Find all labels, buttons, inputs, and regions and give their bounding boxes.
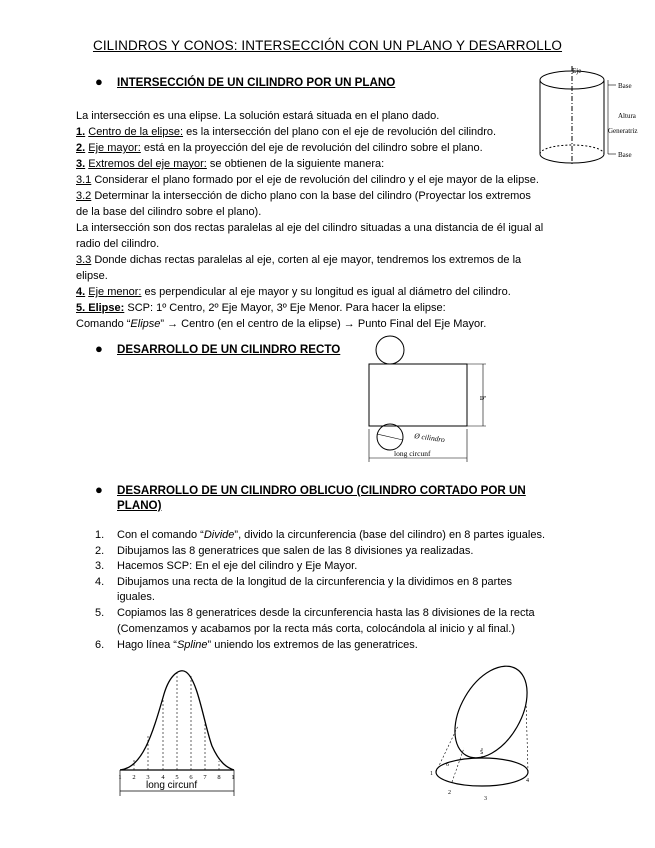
step-number: 4. [95,576,105,588]
tick-label: 1 [231,774,235,781]
bullet: ● [95,74,103,89]
bullet: ● [95,482,103,497]
item-ellipse: 5. Elipse: SCP: 1º Centro, 2º Eje Mayor, 3º Eje Menor. Para hacer la elipse: [76,302,446,314]
sub-item-3-1: 3.1 Considerar el plano formado por el eje de revolución del cilindro y el eje mayor de la elipse. [76,174,539,186]
point-label: 5 [480,750,483,756]
top-base-circle [376,336,404,364]
point-label: 3 [484,796,487,802]
label-axis: Eje [572,67,582,75]
tick-label: 8 [217,774,221,781]
tick-label: 4 [161,774,165,781]
section-heading-oblique-cylinder-cont: PLANO) [117,499,162,512]
label-base-top: Base [618,82,632,90]
sub-item-3-2-cont: de la base del cilindro sobre el plano). [76,206,262,218]
sub-item-3-3: 3.3 Donde dichas rectas paralelas al eje, corten al eje mayor, tendremos los extremos de la [76,254,522,266]
label-diameter: Ø cilindro [413,431,446,445]
section-heading-straight-cylinder: DESARROLLO DE UN CILINDRO RECTO [117,343,341,356]
step-4: Dibujamos una recta de la longitud de la circunferencia y la dividimos en 8 partes [117,576,512,588]
sub-item-3-3-cont: elipse. [76,270,108,282]
step-6: Hago línea “Spline” uniendo los extremos de las generatrices. [117,639,418,651]
paragraph-lines-cont: radio del cilindro. [76,238,160,250]
tick-label: 5 [175,774,179,781]
point-label: 2 [448,790,451,796]
tick-label: 1 [118,774,122,781]
point-label: 1 [430,771,433,777]
step-number: 1. [95,529,105,541]
label-generatrix: Generatriz [608,127,638,135]
lateral-rectangle [369,364,467,426]
point-label: 4 [526,778,529,784]
step-number: 5. [95,607,105,619]
bullet: ● [95,341,103,356]
right-cylinder-development [340,332,500,464]
step-5: Copiamos las 8 generatrices desde la circunferencia hasta las 8 divisiones de la recta [117,607,535,619]
page-title: CILINDROS Y CONOS: INTERSECCIÓN CON UN PLANO Y DESARROLLO [92,38,563,53]
sub-item-3-2: 3.2 Determinar la intersección de dicho plano con la base del cilindro (Proyectar los extremos [76,190,531,202]
section-heading-intersection: INTERSECCIÓN DE UN CILINDRO POR UN PLANO [117,76,396,89]
intro-text: La intersección es una elipse. La solución estará situada en el plano dado. [76,110,440,122]
step-number: 6. [95,639,105,651]
item-center: 1. Centro de la elipse: es la intersección del plano con el eje de revolución del cilindro. [76,126,497,138]
cut-ellipse [440,664,536,770]
point-label: 6 [446,762,449,768]
tick-label: 7 [203,774,207,781]
step-1: Con el comando “Divide”, divido la circunferencia (base del cilindro) en 8 partes iguales. [117,529,546,541]
tick-label: 6 [189,774,193,781]
section-heading-oblique-cylinder: DESARROLLO DE UN CILINDRO OBLICUO (CILINDRO CORTADO POR UN [117,484,526,497]
step-number: 2. [95,545,105,557]
item-axis-ends: 3. Extremos del eje mayor: se obtienen de la siguiente manera: [76,158,385,170]
cylinder-figure [528,62,655,172]
base-ellipse [436,758,528,786]
step-2: Dibujamos las 8 generatrices que salen de las 8 divisiones ya realizadas. [117,545,474,557]
command-line: Comando “Elipse” → Centro (en el centro de la elipse) → Punto Final del Eje Mayor. [76,318,487,330]
tick-label: 2 [132,774,136,781]
step-number: 3. [95,560,105,572]
label-height: h [478,396,487,400]
oblique-development-figure [112,664,247,802]
label-circumference-length: long circunf [146,780,198,791]
cut-cylinder-figure [426,664,536,804]
item-minor-axis: 4. Eje menor: es perpendicular al eje mayor y su longitud es igual al diámetro del cilindro. [76,286,511,298]
step-3: Hacemos SCP: En el eje del cilindro y Eje Mayor. [117,560,358,572]
label-height: Altura [618,112,636,120]
paragraph-lines: La intersección son dos rectas paralelas al eje del cilindro situadas a una distancia de él igual al [76,222,544,234]
step-5-cont: (Comenzamos y acabamos por la recta más corta, colocándola al inicio y al final.) [117,623,516,635]
item-major-axis: 2. Eje mayor: está en la proyección del eje de revolución del cilindro sobre el plano. [76,142,483,154]
step-4-cont: iguales. [117,591,155,603]
label-circumference-length: long circunf [394,449,431,458]
tick-label: 3 [146,774,150,781]
label-base-bottom: Base [618,151,632,159]
